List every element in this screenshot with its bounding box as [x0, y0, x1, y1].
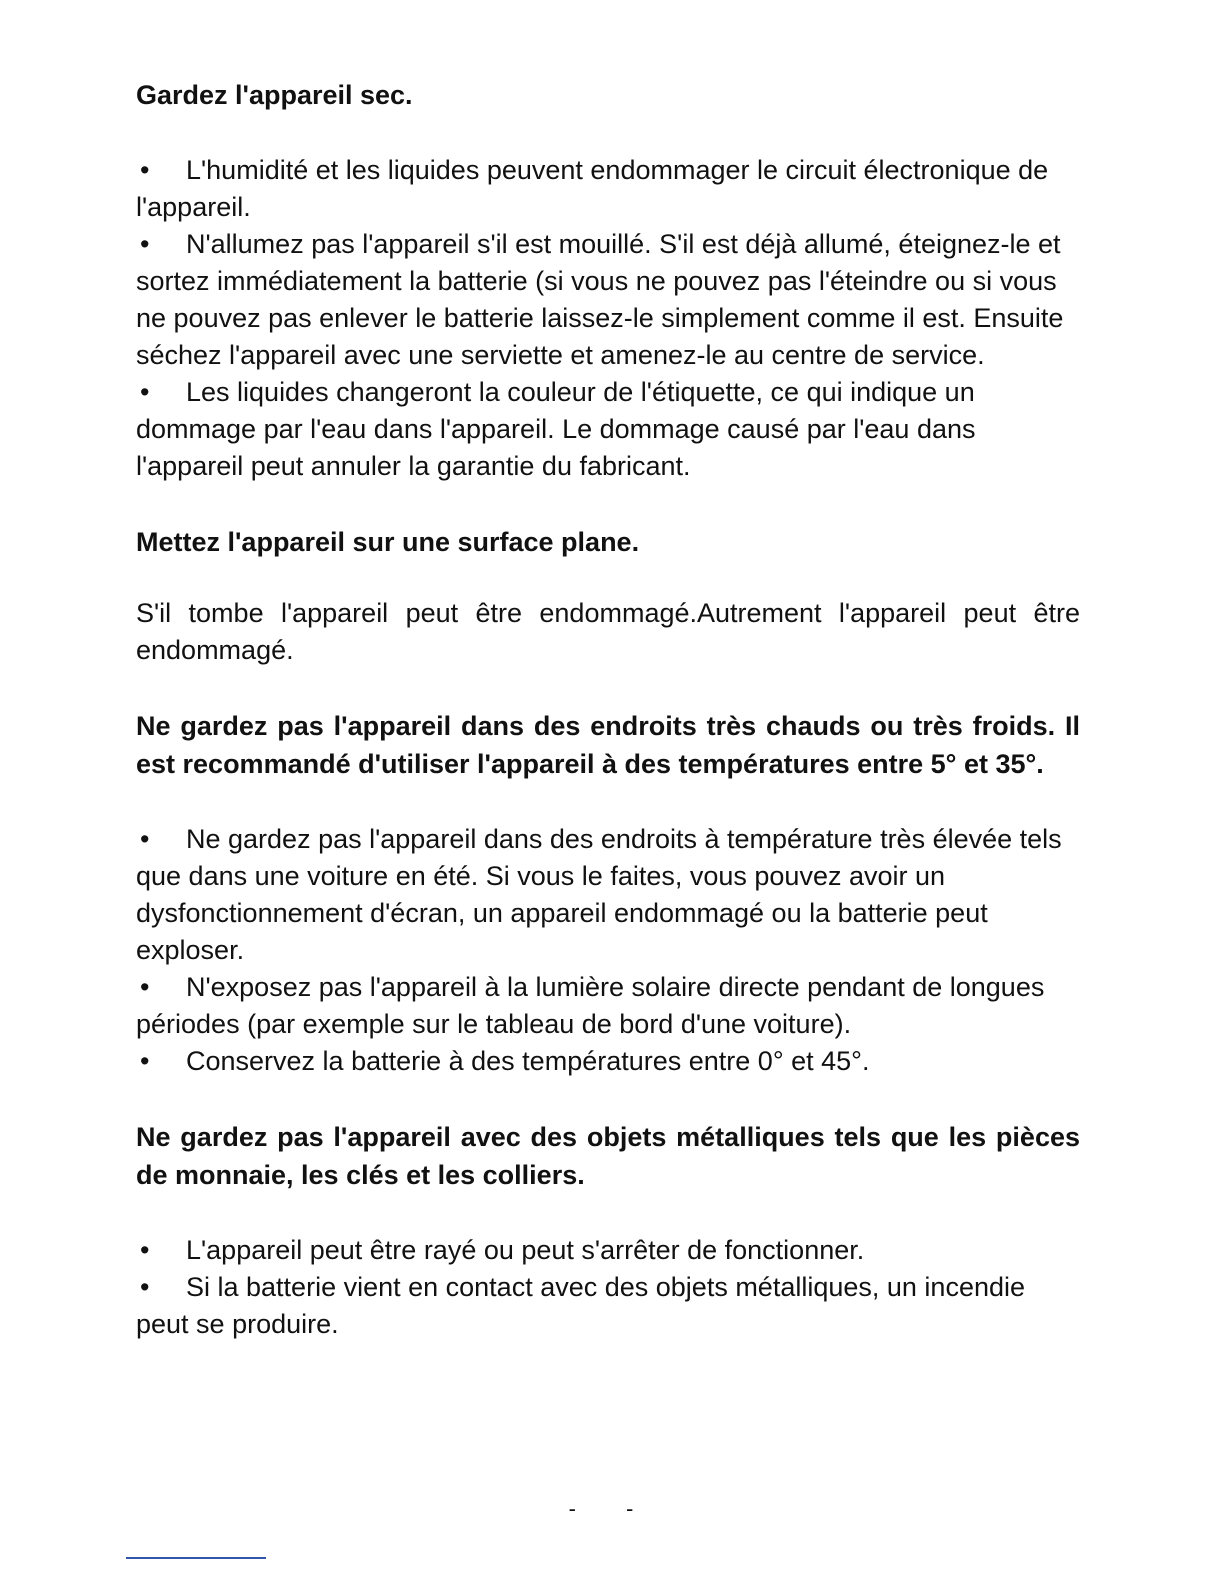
list-item [136, 1269, 1080, 1343]
bullet-icon: • [140, 229, 150, 259]
footnote-divider [126, 1557, 266, 1559]
section-heading: Ne gardez pas l'appareil avec des objets métalliques tels que les pièces de monnaie, les clés et les colliers. [136, 1122, 1080, 1190]
section-heading: Ne gardez pas l'appareil dans des endroits très chauds ou très froids. Il est recommandé d'utiliser l'appareil à des températures entre 5° et 35°. [136, 711, 1080, 779]
list-item [136, 821, 1080, 969]
list-item [136, 969, 1080, 1043]
paragraph: S'il tombe l'appareil peut être endommagé.Autrement l'appareil peut être endommagé. [136, 598, 1080, 665]
list-item-text: L'humidité et les liquides peuvent endommager le circuit électronique de l'appareil. [136, 155, 1049, 222]
section-heading: Gardez l'appareil sec. [136, 80, 413, 110]
list-item-text: L'appareil peut être rayé ou peut s'arrêter de fonctionner. [186, 1235, 865, 1265]
bullet-icon: • [140, 1046, 150, 1076]
list-item-text: Les liquides changeront la couleur de l'étiquette, ce qui indique un dommage par l'eau dans l'appareil. Le dommage causé par l'eau dans l'appareil peut annuler la garantie du fabricant. [136, 377, 976, 481]
document-page [136, 76, 1080, 1343]
page-number-marker: - - [568, 1496, 656, 1521]
bullet-icon: • [140, 1235, 150, 1265]
list-item-text: Conservez la batterie à des températures entre 0° et 45°. [186, 1046, 870, 1076]
list-item [136, 226, 1080, 374]
list-item-text: Si la batterie vient en contact avec des objets métalliques, un incendie peut se produire. [136, 1272, 1026, 1339]
section-heading: Mettez l'appareil sur une surface plane. [136, 527, 640, 557]
bullet-icon: • [140, 1272, 150, 1302]
list-item [136, 374, 1080, 485]
bullet-icon: • [140, 155, 150, 185]
list-item [136, 1232, 1080, 1269]
list-item-text: N'exposez pas l'appareil à la lumière solaire directe pendant de longues périodes (par exemple sur le tableau de bord d'une voiture). [136, 972, 1045, 1039]
bullet-icon: • [140, 972, 150, 1002]
list-item [136, 152, 1080, 226]
bullet-icon: • [140, 824, 150, 854]
bullet-icon: • [140, 377, 150, 407]
list-item [136, 1043, 1080, 1080]
list-item-text: N'allumez pas l'appareil s'il est mouillé. S'il est déjà allumé, éteignez-le et sortez immédiatement la batterie (si vous ne pouvez pas l'éteindre ou si vous ne pouvez pas enlever le batterie laissez-le simplement comme il est. Ensuite séchez l'appareil avec une serviette et amenez-le au centre de service. [136, 229, 1064, 370]
list-item-text: Ne gardez pas l'appareil dans des endroits à température très élevée tels que dans une voiture en été. Si vous le faites, vous pouvez avoir un dysfonctionnement d'écran, un appareil endommagé ou la batterie peut exploser. [136, 824, 1062, 965]
